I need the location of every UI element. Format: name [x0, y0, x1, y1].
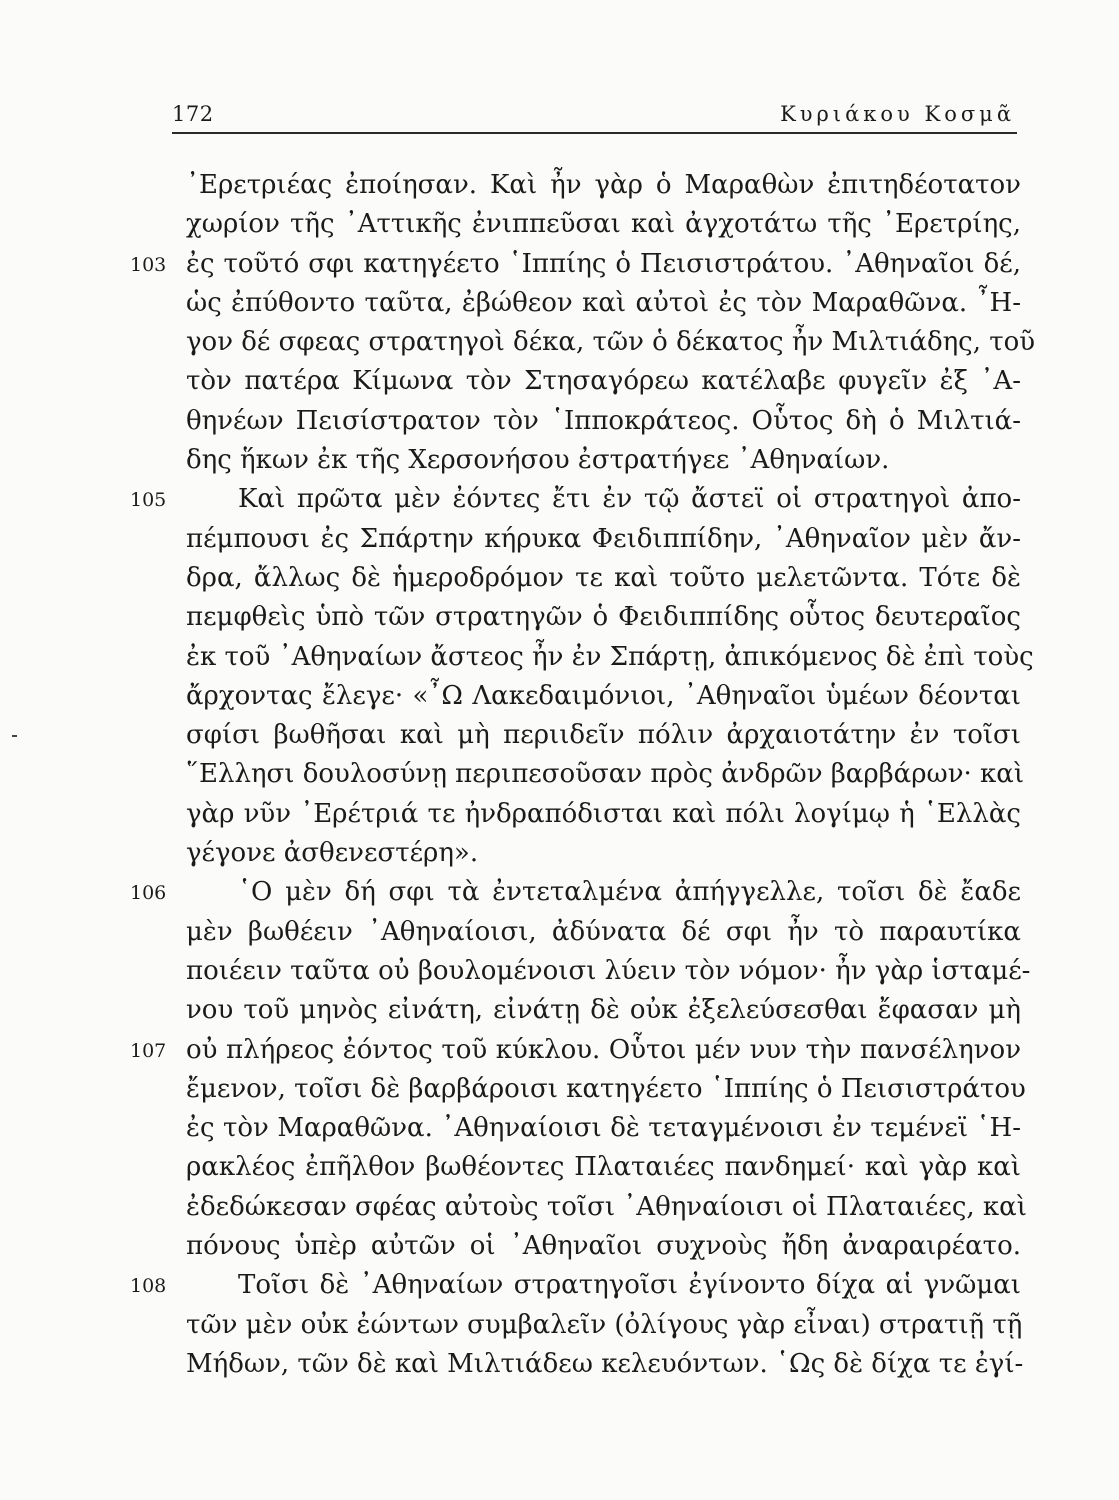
line-text: ἄρχοντας ἔλεγε· «῏Ω Λακεδαιμόνιοι, ᾿Αθηναῖοι ὑμέων δέονται: [186, 680, 1021, 711]
text-line: [130, 245, 1021, 284]
line-text: χωρίον τῆς ᾿Αττικῆς ἐνιππεῦσαι καὶ ἀγχοτάτω τῆς ᾿Ερετρίης,: [186, 209, 1021, 240]
line-text: πόνους ὑπὲρ αὐτῶν οἱ ᾿Αθηναῖοι συχνοὺς ἤδη ἀναραιρέατο.: [186, 1231, 1021, 1262]
text-line: [130, 1031, 1021, 1070]
line-text: ποιέειν ταῦτα οὐ βουλομένοισι λύειν τὸν νόμον· ἦν γὰρ ἱσταμέ-: [186, 955, 1031, 986]
line-text: γέγονε ἀσθενεστέρη».: [186, 838, 479, 869]
text-line: [186, 913, 1021, 952]
text-line: [130, 873, 1021, 912]
line-text: δης ἥκων ἐκ τῆς Χερσονήσου ἐστρατήγεε ᾿Αθηναίων.: [186, 445, 890, 476]
section-number: 106: [130, 882, 167, 905]
line-text: τὸν πατέρα Κίμωνα τὸν Στησαγόρεω κατέλαβε φυγεῖν ἐξ ᾿Α-: [186, 366, 1021, 397]
line-text: σφίσι βωθῆσαι καὶ μὴ περιιδεῖν πόλιν ἀρχαιοτάτην ἐν τοῖσι: [186, 720, 1021, 751]
text-line: [186, 1306, 1021, 1345]
text-line: [186, 795, 1021, 834]
section-number: 107: [130, 1039, 167, 1062]
text-line: [186, 755, 1025, 794]
text-line: [130, 480, 1021, 519]
line-text: Τοῖσι δὲ ᾿Αθηναίων στρατηγοῖσι ἐγίνοντο δίχα αἱ γνῶμαι: [238, 1270, 1021, 1301]
text-line: [186, 284, 1021, 323]
line-text: ρακλέος ἐπῆλθον βωθέοντες Πλαταιέες πανδημεί· καὶ γὰρ καὶ: [186, 1152, 1021, 1183]
line-text: οὐ πλήρεος ἐόντος τοῦ κύκλου. Οὗτοι μέν νυν τὴν πανσέληνον: [186, 1034, 1021, 1065]
line-text: πέμπουσι ἐς Σπάρτην κήρυκα Φειδιππίδην, ᾿Αθηναῖον μὲν ἄν-: [186, 523, 1021, 554]
text-line: [186, 166, 1021, 205]
section-number: 103: [130, 253, 167, 276]
text-line: [186, 952, 1031, 991]
greek-text-body: [130, 166, 1036, 1384]
text-line: [186, 716, 1021, 755]
line-text: θηνέων Πεισίστρατον τὸν ῾Ιπποκράτεος. Οὗτος δὴ ὁ Μιλτιά-: [186, 405, 1021, 436]
line-text: Καὶ πρῶτα μὲν ἐόντες ἔτι ἐν τῷ ἄστεϊ οἱ στρατηγοὶ ἀπο-: [238, 484, 1021, 515]
text-line: [186, 1188, 1027, 1227]
text-line: [186, 1109, 1021, 1148]
text-line: [186, 598, 1021, 637]
text-line: [186, 1227, 1021, 1266]
line-text: τῶν μὲν οὐκ ἐώντων συμβαλεῖν (ὀλίγους γὰρ εἶναι) στρατιῇ τῇ: [186, 1309, 1023, 1340]
line-text: ὡς ἐπύθοντο ταῦτα, ἐβώθεον καὶ αὐτοὶ ἐς τὸν Μαραθῶνα. ῏Η-: [186, 287, 1021, 318]
line-text: ἐς τοῦτό σφι κατηγέετο ῾Ιππίης ὁ Πεισιστράτου. ᾿Αθηναῖοι δέ,: [186, 248, 1021, 279]
text-line: [186, 677, 1021, 716]
line-text: πεμφθεὶς ὑπὸ τῶν στρατηγῶν ὁ Φειδιππίδης οὗτος δευτεραῖος: [186, 602, 1021, 633]
section-number: 105: [130, 489, 167, 512]
header-rule: [172, 132, 1017, 134]
line-text: γὰρ νῦν ᾿Ερέτριά τε ἠνδραπόδισται καὶ πόλι λογίμῳ ἡ ῾Ελλὰς: [186, 798, 1021, 829]
line-text: ἐδεδώκεσαν σφέας αὐτοὺς τοῖσι ᾿Αθηναίοισι οἱ Πλαταιέες, καὶ: [186, 1191, 1027, 1222]
text-line: [186, 402, 1021, 441]
page-header: [172, 96, 1017, 132]
text-line: [186, 834, 1021, 873]
line-text: Μήδων, τῶν δὲ καὶ Μιλτιάδεω κελευόντων. ῾Ως δὲ δίχα τε ἐγί-: [186, 1348, 1024, 1379]
text-line: [186, 441, 1021, 480]
line-text: δρα, ἄλλως δὲ ἡμεροδρόμον τε καὶ τοῦτο μελετῶντα. Τότε δὲ: [186, 562, 1021, 593]
text-line: [186, 1148, 1021, 1187]
text-line: [186, 1070, 1026, 1109]
running-head: Κυριάκου Κοσμᾶ: [780, 102, 1015, 126]
line-text: γον δέ σφεας στρατηγοὶ δέκα, τῶν ὁ δέκατος ἦν Μιλτιάδης, τοῦ: [186, 327, 1036, 358]
scan-speck: [12, 735, 17, 737]
text-line: [186, 520, 1021, 559]
section-number: 108: [130, 1275, 167, 1298]
text-line: [186, 205, 1021, 244]
line-text: νου τοῦ μηνὸς εἰνάτη, εἰνάτῃ δὲ οὐκ ἐξελεύσεσθαι ἔφασαν μὴ: [186, 995, 1021, 1026]
line-text: μὲν βωθέειν ᾿Αθηναίοισι, ἀδύνατα δέ σφι ἦν τὸ παραυτίκα: [186, 916, 1021, 947]
line-text: ἐκ τοῦ ᾿Αθηναίων ἄστεος ἦν ἐν Σπάρτῃ, ἀπικόμενος δὲ ἐπὶ τοὺς: [186, 641, 1034, 672]
page-number: 172: [172, 102, 214, 126]
line-text: ᾿Ερετριέας ἐποίησαν. Καὶ ἦν γὰρ ὁ Μαραθὼν ἐπιτηδέοτατον: [186, 170, 1021, 200]
text-line: [186, 559, 1021, 598]
text-line: [186, 638, 1034, 677]
text-line: [186, 1345, 1024, 1384]
line-text: ῾Ο μὲν δή σφι τὰ ἐντεταλμένα ἀπήγγελλε, τοῖσι δὲ ἔαδε: [238, 877, 1021, 908]
line-text: ἐς τὸν Μαραθῶνα. ᾿Αθηναίοισι δὲ τεταγμένοισι ἐν τεμένεϊ ῾Η-: [186, 1113, 1021, 1144]
text-line: [130, 1266, 1021, 1305]
text-line: [186, 991, 1021, 1030]
line-text: ἔμενον, τοῖσι δὲ βαρβάροισι κατηγέετο ῾Ιππίης ὁ Πεισιστράτου: [186, 1073, 1026, 1104]
text-line: [186, 323, 1036, 362]
text-line: [186, 362, 1021, 401]
line-text: ῞Ελλησι δουλοσύνῃ περιπεσοῦσαν πρὸς ἀνδρῶν βαρβάρων· καὶ: [186, 759, 1025, 790]
